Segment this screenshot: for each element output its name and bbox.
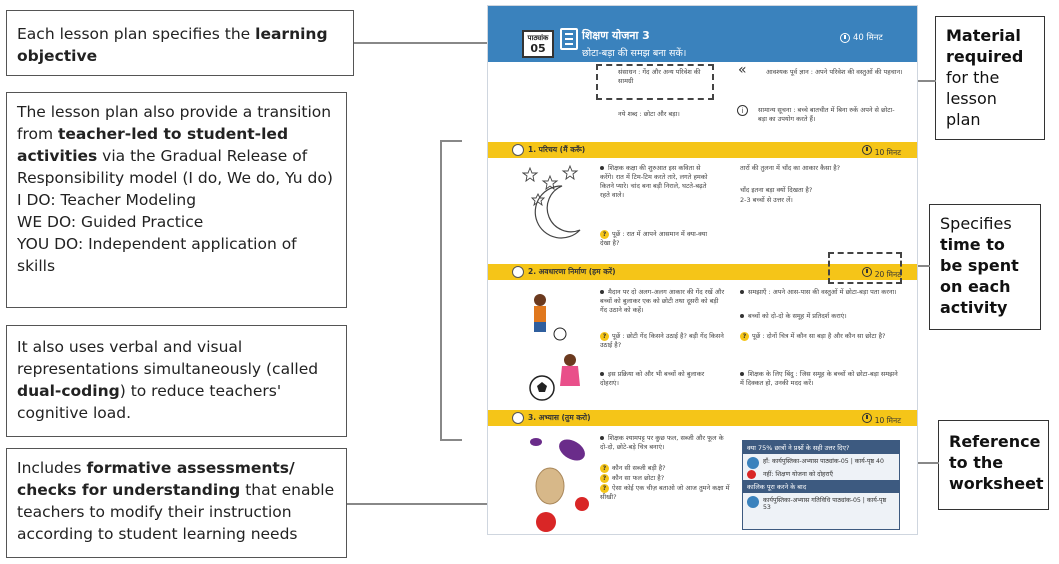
bracket-bottom — [440, 439, 462, 441]
section-1-question-value: पूछें : रात में आपने आसमान में क्या-क्या देखा है? — [600, 230, 708, 247]
connector-line — [347, 503, 489, 505]
section-2-text-3 — [740, 288, 900, 297]
person-icon — [512, 144, 524, 156]
note-text: Specifies — [940, 214, 1012, 233]
lesson-number-tag — [522, 30, 554, 58]
note-bold: time to be spent on each activity — [940, 235, 1019, 317]
note-text: that enable teachers to modify their instruction according to student learning needs — [17, 481, 335, 543]
note-dual-coding — [6, 325, 347, 437]
worksheet-after — [743, 493, 899, 513]
section-2-question: ? पूछें : छोटी गेंद किसने उठाई है? बड़ी गेंद किसने उठाई है? — [600, 332, 724, 349]
red-circle-icon — [747, 470, 756, 479]
section-2-title: 2. अवधारणा निर्माण (हम करें) — [528, 267, 616, 276]
note-text: The lesson plan also provide a transition from — [17, 103, 332, 143]
section-2-text-4-value: बच्चों को दो-दो के समूह में प्रतिदर्श कराएं। — [748, 312, 847, 320]
section-2-text-1-value: मैदान पर दो अलग-अलग आकार की गेंद रखें और बच्चों को बुलाकर एक को छोटी तथा दूसरी को बड़ी गेंद उठाने को कहें। — [600, 288, 725, 314]
section-2-text-1 — [600, 288, 725, 315]
worksheet-yes — [743, 454, 899, 467]
section-3-bar — [488, 410, 918, 426]
info-icon: i — [737, 105, 748, 116]
note-line-i-do: I DO: Teacher Modeling — [17, 191, 197, 209]
worksheet-no — [743, 467, 899, 480]
section-3-question-1-value: कौन सी सब्जी बड़ी है? — [612, 464, 666, 472]
section-2-teacher-note — [740, 370, 900, 388]
section-2-text-4 — [740, 312, 900, 321]
moon-stars-illustration — [522, 164, 592, 240]
vegetables-fruits-illustration — [526, 430, 596, 534]
section-2-text-2-value: इस प्रक्रिया को और भी बच्चों को बुलाकर दोहराएं। — [600, 370, 705, 387]
section-3-text-1 — [600, 434, 732, 452]
time-highlight — [828, 252, 902, 284]
section-1-text-3: चाँद इतना बड़ा क्यों दिखता है? — [740, 186, 813, 194]
section-2-question-2: ? पूछें : दोनों चित्र में कौन सा बड़ा है और कौन सा छोटा है? — [740, 332, 900, 341]
materials-text: संसाधन : गेंद और अन्य परिवेश की सामग्री — [618, 68, 701, 85]
section-3-question-2-value: कौन सा फल छोटा है? — [612, 474, 665, 482]
note-text: It also uses verbal and visual representations simultaneously (called — [17, 338, 319, 378]
lesson-plan-document — [487, 5, 918, 535]
clock-icon — [862, 145, 872, 155]
section-2-text-3-value: समझाएँ : अपने आस-पास की वस्तुओं में छोटा-बड़ा पता करना। — [748, 288, 897, 296]
note-bold: Reference to the worksheet — [949, 432, 1044, 493]
section-1-text-1-value: शिक्षक कक्षा की शुरुआत इस कविता से करेंगे। रात में टिम-टिम करते तारे, लगते हमको कितने प्यारे। चांद बना बड़ी निराले, घटते-बढ़ते रहते वाले। — [600, 164, 708, 199]
general-note-text: सामान्य सूचना : बच्चे बातचीत में बिना रुकें अपने से छोटा-बड़ा का उपयोग करते हैं। — [758, 106, 895, 123]
note-bold: learning objective — [17, 25, 328, 65]
note-activity-time — [929, 204, 1041, 330]
lesson-number: 05 — [530, 42, 546, 55]
section-2-question-value: पूछें : छोटी गेंद किसने उठाई है? बड़ी गेंद किसने उठाई है? — [600, 332, 724, 349]
lesson-label: पाठ्यांक — [527, 34, 549, 42]
clock-icon — [862, 413, 872, 423]
note-bold: Material required — [946, 26, 1024, 66]
section-2-time-value: 20 मिनट — [874, 270, 901, 279]
total-time-value: 40 मिनट — [853, 33, 883, 43]
note-text: Includes — [17, 459, 87, 477]
student-icon — [512, 412, 524, 424]
section-3-title: 3. अभ्यास (तुम करो) — [528, 413, 591, 422]
section-1-title: 1. परिचय (मैं करूँ) — [528, 145, 586, 154]
section-1-text-4: 2-3 बच्चों से उत्तर लें। — [740, 196, 793, 204]
doc-header — [488, 6, 918, 62]
lesson-title: शिक्षण योजना 3 — [582, 29, 650, 42]
note-worksheet — [938, 420, 1049, 510]
worksheet-yes-value: हाँ: कार्यपुस्तिका-अभ्यास पाठ्यांक-05 | कार्य-पृष्ठ 40 — [763, 458, 884, 465]
note-formative-assessment — [6, 448, 347, 558]
angle-quote-icon: « — [738, 62, 747, 78]
note-bold: teacher-led to student-led activities — [17, 125, 289, 165]
worksheet-question: क्या 75% छात्रों ने प्रश्नों के सही उत्तर दिए? — [743, 441, 899, 454]
note-text: for the lesson plan — [946, 68, 1000, 129]
worksheet-no-value: नहीं: शिक्षण योजना को दोहराएँ — [763, 471, 833, 478]
section-1-time — [862, 145, 901, 158]
note-line-you-do: YOU DO: Independent application of skills — [17, 235, 297, 275]
note-text: via the Gradual Release of Responsibility model (I do, We do, Yu do) — [17, 147, 333, 187]
section-1-time-value: 10 मिनट — [874, 148, 901, 157]
note-text: Each lesson plan specifies the — [17, 25, 256, 43]
children-with-balls-illustration — [526, 290, 586, 406]
note-line-we-do: WE DO: Guided Practice — [17, 213, 204, 231]
note-bold: dual-coding — [17, 382, 120, 400]
worksheet-icon — [747, 496, 759, 508]
connector-line — [354, 42, 489, 44]
section-1-question: ? पूछें : रात में आपने आसमान में क्या-क्या देखा है? — [600, 230, 708, 247]
section-1-text-2: तारों की तुलना में चाँद का आकार कैसा है? — [740, 164, 841, 172]
section-2-text-2 — [600, 370, 725, 388]
note-text: ) to reduce teachers' cognitive load. — [17, 382, 282, 422]
section-1-text-1 — [600, 164, 712, 200]
ladder-icon — [560, 28, 578, 50]
section-2-question-2-value: पूछें : दोनों चित्र में कौन सा बड़ा है और कौन सा छोटा है? — [752, 332, 886, 340]
learning-objective: छोटा-बड़ा की समझ बना सकें। — [582, 48, 687, 59]
bracket-vertical — [440, 140, 442, 440]
section-3-question-3: ? ऐसा कोई एक चीज़ बताओ जो आज तुमने कक्षा में सीखी? — [600, 484, 730, 501]
section-2-teacher-note-value: शिक्षक के लिए बिंदु : जिस समूह के बच्चों को छोटा-बड़ा समझने में दिक्कत हो, उनकी मदद करें। — [740, 370, 898, 387]
section-3-question-1: ? कौन सी सब्जी बड़ी है? — [600, 464, 732, 473]
bracket-top — [440, 140, 462, 142]
new-words-text: नये शब्द : छोटा और बड़ा। — [618, 110, 680, 118]
prior-knowledge-text: आवश्यक पूर्व ज्ञान : अपने परिवेश की वस्तुओं की पहचान। — [766, 68, 903, 76]
section-3-time — [862, 413, 901, 426]
worksheet-sub-heading: कालिक पूरा करने के बाद — [743, 480, 899, 493]
section-3-question-2: ? कौन सा फल छोटा है? — [600, 474, 732, 483]
note-learning-objective — [6, 10, 354, 76]
section-3-time-value: 10 मिनट — [874, 416, 901, 425]
section-1-bar — [488, 142, 918, 158]
clock-icon — [840, 33, 850, 43]
group-icon — [512, 266, 524, 278]
note-material-required — [935, 16, 1045, 140]
note-bold: formative assessments/ checks for understanding — [17, 459, 295, 499]
worksheet-after-value: कार्यपुस्तिका-अभ्यास गतिविधि पाठ्यांक-05 | कार्य-पृष्ठ 53 — [763, 497, 887, 511]
section-3-question-3-value: ऐसा कोई एक चीज़ बताओ जो आज तुमने कक्षा में सीखी? — [600, 484, 730, 501]
worksheet-reference-box — [742, 440, 900, 530]
total-time — [840, 32, 883, 43]
section-3-text-1-value: शिक्षक श्यामपट्ट पर कुछ फल, सब्जी और फूल के दो-दो, छोटे-बड़े चित्र बनाएं। — [600, 434, 724, 451]
note-gradual-release — [6, 92, 347, 308]
